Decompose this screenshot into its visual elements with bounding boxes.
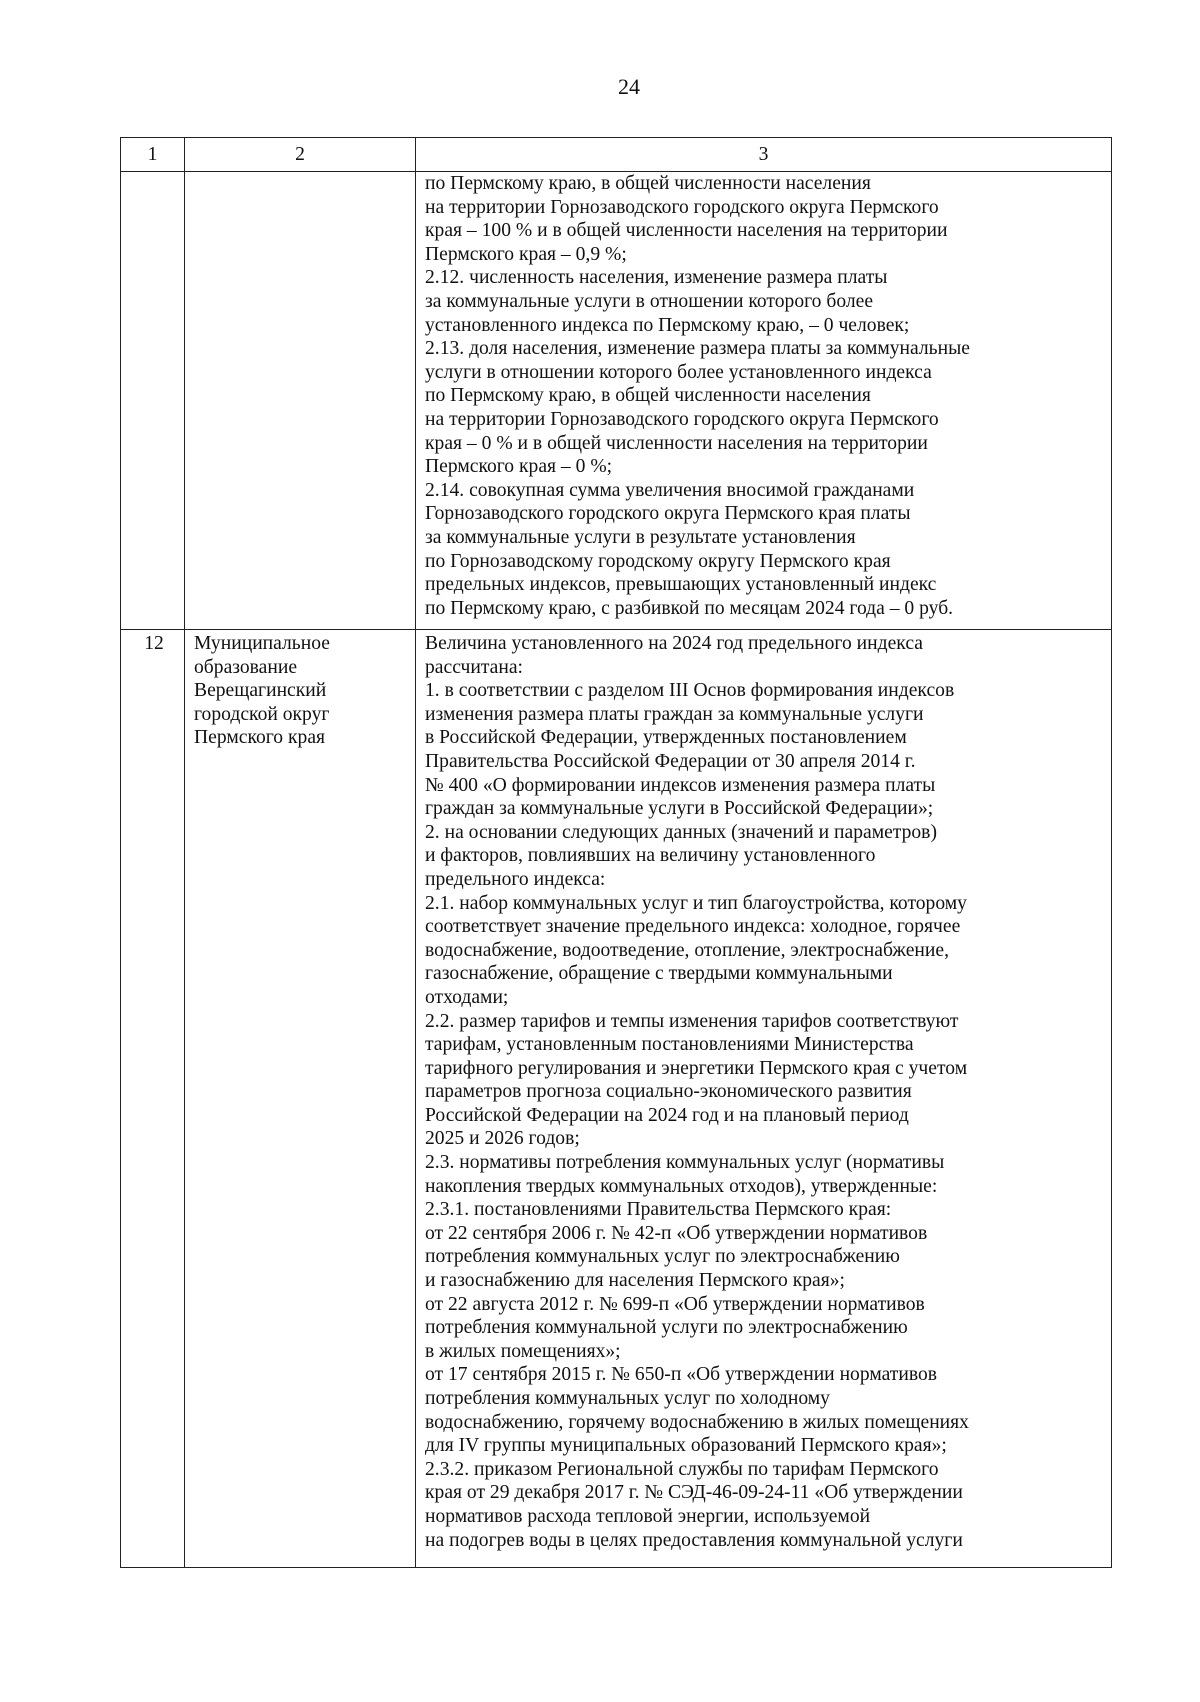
- text-line: Пермского края: [194, 727, 326, 749]
- text-line: отходами;: [425, 986, 509, 1008]
- text-line: края – 100 % и в общей численности населения на территории: [425, 220, 948, 242]
- text-line: Величина установленного на 2024 год предельного индекса: [425, 633, 923, 654]
- text-line: предельных индексов, превышающих установленный индекс: [425, 574, 937, 596]
- table-row: [121, 172, 1112, 630]
- text-line: образование: [194, 656, 298, 678]
- text-line: по Пермскому краю, в общей численности населения: [425, 385, 871, 407]
- text-line: услуги в отношении которого более установленного индекса: [425, 361, 932, 383]
- text-line: Муниципальное: [194, 633, 330, 654]
- text-line: 2.13. доля населения, изменение размера платы за коммунальные: [425, 338, 970, 360]
- row-description: [416, 172, 1112, 630]
- text-line: Пермского края – 0,9 %;: [425, 243, 627, 265]
- text-line: за коммунальные услуги в результате установления: [425, 526, 856, 548]
- text-line: по Горнозаводскому городскому округу Пермского края: [425, 550, 891, 572]
- text-line: 2.1. набор коммунальных услуг и тип благоустройства, которому: [425, 892, 967, 914]
- text-line: 2.12. численность населения, изменение размера платы: [425, 267, 888, 289]
- text-line: и газоснабжению для населения Пермского края»;: [425, 1270, 845, 1292]
- text-line: 2.3. нормативы потребления коммунальных услуг (нормативы: [425, 1152, 945, 1174]
- text-line: по Пермскому краю, с разбивкой по месяцам 2024 года – 0 руб.: [425, 597, 954, 619]
- row-number: 12: [121, 630, 185, 1568]
- text-line: водоснабжению, горячему водоснабжению в жилых помещениях: [425, 1411, 969, 1433]
- text-line: потребления коммунальной услуги по электроснабжению: [425, 1317, 908, 1339]
- header-col-2: 2: [185, 138, 416, 172]
- text-line: накопления твердых коммунальных отходов), утвержденные:: [425, 1175, 938, 1197]
- text-line: края от 29 декабря 2017 г. № СЭД-46-09-24-11 «Об утверждении: [425, 1482, 963, 1504]
- text-line: для IV группы муниципальных образований Пермского края»;: [425, 1435, 947, 1457]
- text-line: предельного индекса:: [425, 868, 606, 890]
- text-line: рассчитана:: [425, 656, 523, 678]
- text-line: Горнозаводского городского округа Пермского края платы: [425, 503, 911, 525]
- text-line: Верещагинский: [194, 680, 327, 702]
- text-line: 2.2. размер тарифов и темпы изменения тарифов соответствуют: [425, 1010, 959, 1032]
- table-row: [121, 630, 1112, 1568]
- text-line: Правительства Российской Федерации от 30 апреля 2014 г.: [425, 750, 916, 772]
- text-line: потребления коммунальных услуг по холодному: [425, 1388, 830, 1409]
- text-line: 2025 и 2026 годов;: [425, 1128, 580, 1150]
- page-number: 24: [618, 74, 640, 99]
- text-line: от 17 сентября 2015 г. № 650-п «Об утверждении нормативов: [425, 1364, 938, 1386]
- text-line: в Российской Федерации, утвержденных постановлением: [425, 727, 907, 749]
- document-table: [120, 137, 1112, 1568]
- text-line: 2. на основании следующих данных (значений и параметров): [425, 821, 937, 843]
- text-line: граждан за коммунальные услуги в Российской Федерации»;: [425, 798, 934, 820]
- text-line: на территории Горнозаводского городского округа Пермского: [425, 196, 939, 218]
- text-line: № 400 «О формировании индексов изменения размера платы: [425, 774, 936, 796]
- text-line: нормативов расхода тепловой энергии, используемой: [425, 1505, 871, 1527]
- text-line: на подогрев воды в целях предоставления коммунальной услуги: [425, 1529, 963, 1551]
- text-line: газоснабжение, обращение с твердыми коммунальными: [425, 963, 893, 985]
- row-description: [416, 630, 1112, 1568]
- text-line: за коммунальные услуги в отношении которого более: [425, 290, 874, 312]
- text-line: установленного индекса по Пермскому краю, – 0 человек;: [425, 314, 910, 336]
- text-line: тарифам, установленным постановлениями Министерства: [425, 1034, 914, 1056]
- text-line: водоснабжение, водоотведение, отопление, электроснабжение,: [425, 939, 949, 961]
- text-line: 1. в соответствии с разделом III Основ формирования индексов: [425, 680, 955, 702]
- text-line: края – 0 % и в общей численности населения на территории: [425, 432, 928, 454]
- text-line: и факторов, повлиявших на величину установленного: [425, 845, 876, 867]
- text-line: городской округ: [194, 703, 330, 725]
- text-line: Пермского края – 0 %;: [425, 456, 613, 478]
- text-line: параметров прогноза социально-экономического развития: [425, 1081, 912, 1103]
- text-line: от 22 сентября 2006 г. № 42-п «Об утверждении нормативов: [425, 1222, 928, 1244]
- text-line: в жилых помещениях»;: [425, 1340, 621, 1362]
- municipality-name: [185, 630, 416, 1568]
- text-line: Российской Федерации на 2024 год и на плановый период: [425, 1104, 909, 1126]
- text-line: по Пермскому краю, в общей численности населения: [425, 173, 871, 194]
- municipality-name: [185, 172, 416, 630]
- header-col-3: 3: [416, 138, 1112, 172]
- text-line: на территории Горнозаводского городского округа Пермского: [425, 408, 939, 430]
- text-line: изменения размера платы граждан за коммунальные услуги: [425, 703, 924, 725]
- text-line: 2.14. совокупная сумма увеличения вносимой гражданами: [425, 479, 915, 501]
- text-line: от 22 августа 2012 г. № 699-п «Об утверждении нормативов: [425, 1293, 925, 1315]
- row-number: [121, 172, 185, 630]
- text-line: 2.3.2. приказом Региональной службы по тарифам Пермского: [425, 1458, 939, 1480]
- header-col-1: 1: [121, 138, 185, 172]
- text-line: соответствует значение предельного индекса: холодное, горячее: [425, 916, 961, 938]
- text-line: тарифного регулирования и энергетики Пермского края с учетом: [425, 1057, 968, 1079]
- table-header-row: [121, 138, 1112, 172]
- text-line: потребления коммунальных услуг по электроснабжению: [425, 1246, 900, 1268]
- text-line: 2.3.1. постановлениями Правительства Пермского края:: [425, 1199, 892, 1221]
